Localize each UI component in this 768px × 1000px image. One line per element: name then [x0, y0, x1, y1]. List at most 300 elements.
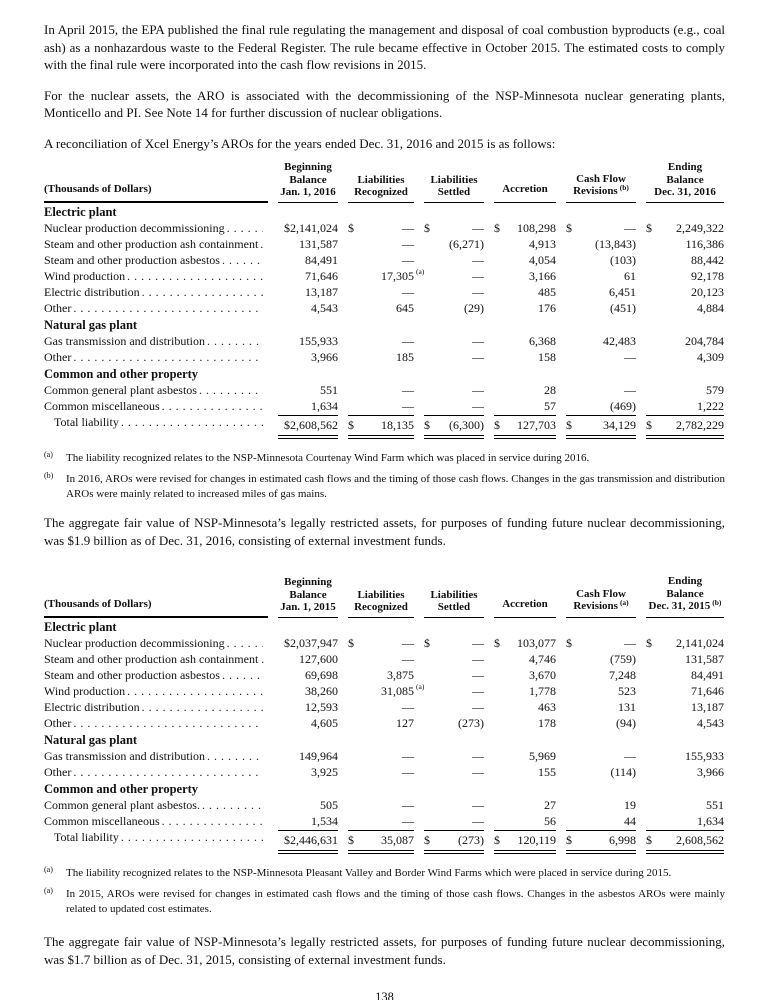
dollar-sign: $ [566, 220, 572, 235]
table-cell [348, 266, 425, 284]
cell-value: — [472, 748, 484, 763]
column-header-line: Liabilities [357, 588, 405, 601]
dollar-sign: $ [494, 417, 500, 432]
cell-value: 2,141,024 [676, 635, 724, 650]
footnote-marker: (b) [619, 183, 629, 192]
table-cell [646, 699, 724, 715]
table-cell [566, 635, 636, 651]
row-label-text: Gas transmission and distribution [44, 748, 205, 763]
row-label-text: Total liability [54, 414, 119, 429]
row-label-text: Steam and other production ash containment [44, 236, 259, 251]
table-row-label [44, 748, 268, 764]
column-header-line: Balance [289, 173, 327, 186]
cell-value: 92,178 [691, 268, 724, 283]
table-cell [566, 252, 636, 268]
column-header-line: Beginning [284, 161, 332, 173]
cell-value: (6,300) [449, 417, 484, 432]
cell-value: 1,778 [529, 683, 556, 698]
dollar-sign: $ [566, 832, 572, 847]
column-header-line: Cash Flow [576, 172, 626, 185]
cell-value: 88,442 [691, 252, 724, 267]
cell-value: (451) [610, 300, 636, 315]
table-cell [348, 252, 414, 268]
table-section-header: Natural gas plant [44, 317, 138, 332]
paragraph-reconciliation-intro: A reconciliation of Xcel Energy’s AROs for the years ended Dec. 31, 2016 and 2015 is as follows: [44, 135, 556, 151]
table-cell [646, 813, 724, 829]
table-cell [424, 715, 484, 731]
cell-value: 523 [618, 683, 636, 698]
cell-value: 149,964 [299, 748, 338, 763]
table-row-label [44, 220, 268, 236]
cell-value: — [402, 252, 414, 267]
dot-leader [260, 236, 263, 252]
page-number: 138 [375, 990, 394, 1000]
table-row-label [44, 699, 268, 715]
dollar-sign: $ [566, 635, 572, 650]
cell-value: 13,187 [305, 284, 338, 299]
cell-value: — [472, 683, 484, 698]
cell-value: — [472, 284, 484, 299]
table-cell [278, 333, 338, 349]
cell-value: 176 [538, 300, 556, 315]
table-cell [424, 683, 484, 699]
cell-value: 155 [538, 764, 556, 779]
row-label-text: Steam and other production asbestos [44, 252, 220, 267]
table-section-header: Common and other property [44, 366, 199, 381]
dollar-sign: $ [424, 832, 430, 847]
column-header-line: Cash Flow [576, 587, 626, 600]
table-cell [646, 635, 724, 651]
column-header [348, 174, 414, 203]
column-header-line: Balance [666, 587, 704, 600]
table-cell [566, 268, 636, 284]
table-cell [646, 268, 724, 284]
dollar-sign: $ [646, 832, 652, 847]
table-cell [566, 830, 636, 854]
table-cell [646, 349, 724, 365]
table-cell [348, 415, 414, 439]
cell-value: — [402, 748, 414, 763]
cell-value: — [402, 220, 414, 235]
table-cell [278, 667, 338, 683]
column-header [424, 174, 484, 203]
table-cell [646, 284, 724, 300]
table-cell [424, 300, 484, 316]
cell-value: 204,784 [685, 333, 724, 348]
cell-value: — [472, 813, 484, 828]
cell-value: (29) [464, 300, 484, 315]
column-header-label: (Thousands of Dollars) [44, 598, 268, 618]
table-cell [646, 236, 724, 252]
table-cell [278, 382, 338, 398]
cell-value: $2,446,631 [284, 832, 338, 847]
dot-leader [73, 349, 263, 365]
cell-value: 42,483 [603, 333, 636, 348]
table-cell [494, 635, 556, 651]
table-cell [424, 667, 484, 683]
cell-value: (273) [458, 832, 484, 847]
table-cell [566, 349, 636, 365]
column-header-line: Jan. 1, 2016 [280, 186, 336, 198]
table-cell [348, 349, 414, 365]
dot-leader [227, 635, 263, 651]
column-header [494, 598, 556, 618]
cell-value: — [472, 398, 484, 413]
table-cell [278, 813, 338, 829]
table-cell [494, 252, 556, 268]
row-label-text: Other [44, 349, 72, 364]
cell-value: — [402, 635, 414, 650]
cell-value: 6,998 [609, 832, 636, 847]
cell-value: 155,933 [299, 333, 338, 348]
table-section-header: Electric plant [44, 204, 117, 219]
table-row-label [44, 764, 268, 780]
cell-value: 31,085 (a) [381, 683, 414, 699]
cell-value: — [402, 797, 414, 812]
table-cell [348, 764, 414, 780]
cell-value: (94) [616, 715, 636, 730]
table-cell [646, 220, 724, 236]
cell-value: 158 [538, 349, 556, 364]
column-header-line: Jan. 1, 2015 [280, 601, 336, 613]
footnote-text: In 2015, AROs were revised for changes in estimated cash flows and the timing of those cash flows. Changes in the asbestos AROs were mainly related to updated cost estimates. [66, 888, 725, 915]
table-cell [348, 300, 414, 316]
cell-value: 127,703 [517, 417, 556, 432]
table-cell [494, 797, 556, 813]
cell-value: 4,309 [697, 349, 724, 364]
cell-value: 84,491 [691, 667, 724, 682]
dot-leader [121, 414, 263, 430]
table-cell [646, 830, 724, 854]
column-header-line: Dec. 31, 2015 $^{(b)}$ [648, 598, 722, 612]
column-header-line: Liabilities [430, 173, 478, 186]
dollar-sign: $ [348, 417, 354, 432]
table-cell [494, 268, 556, 284]
cell-value: 505 [320, 797, 338, 812]
cell-value: 69,698 [305, 667, 338, 682]
cell-value: 13,187 [691, 699, 724, 714]
dollar-sign: $ [646, 417, 652, 432]
row-label-text: Electric distribution [44, 699, 140, 714]
cell-value: 1,634 [697, 813, 724, 828]
cell-value: 61 [624, 268, 636, 283]
table-cell [566, 683, 636, 699]
table-cell [424, 284, 484, 300]
cell-value: 185 [396, 349, 414, 364]
footnote-marker: (a) [44, 449, 53, 459]
column-header [646, 161, 724, 203]
table-cell [494, 830, 556, 854]
cell-value: 38,260 [305, 683, 338, 698]
table-cell [278, 252, 338, 268]
table-row-label [44, 284, 268, 300]
cell-value: 131 [618, 699, 636, 714]
table-cell [278, 764, 338, 780]
column-header-line: Balance [666, 173, 704, 186]
cell-value: 35,087 [381, 832, 414, 847]
cell-value: 27 [544, 797, 556, 812]
column-header-line: Balance [289, 588, 327, 601]
cell-value: 4,884 [697, 300, 724, 315]
table-cell [278, 236, 338, 252]
cell-value: — [472, 220, 484, 235]
row-label-text: Gas transmission and distribution [44, 333, 205, 348]
cell-value: (114) [610, 764, 636, 779]
cell-value: 3,670 [529, 667, 556, 682]
cell-value: — [472, 268, 484, 283]
table-cell [494, 699, 556, 715]
table-row-label [44, 349, 268, 365]
table-cell [348, 236, 414, 252]
cell-value: — [402, 236, 414, 251]
dollar-sign: $ [494, 832, 500, 847]
aro-table-2016-footnotes [44, 451, 725, 502]
row-label-text: Common general plant asbestos. [44, 797, 200, 812]
dollar-sign: $ [494, 635, 500, 650]
table-cell [278, 715, 338, 731]
table-cell [566, 236, 636, 252]
cell-value: 17,305 (a) [381, 268, 414, 284]
dot-leader [162, 813, 263, 829]
aro-table-2015-section [44, 575, 725, 916]
dollar-sign: $ [646, 220, 652, 235]
cell-value: 485 [538, 284, 556, 299]
cell-value: 1,634 [311, 398, 338, 413]
cell-value: 108,298 [517, 220, 556, 235]
table-row-label [44, 300, 268, 316]
dollar-sign: $ [566, 417, 572, 432]
dot-leader [73, 715, 263, 731]
column-header [646, 575, 724, 618]
cell-value: 34,129 [603, 417, 636, 432]
column-header-line: Ending [667, 575, 703, 587]
column-header [566, 173, 636, 203]
table-cell [494, 748, 556, 764]
dot-leader [127, 268, 263, 284]
paragraph-fair-value-2016: The aggregate fair value of NSP-Minnesota’s legally restricted assets, for purposes of funding future nuclear decommissioning, was $1.9 billion as of Dec. 31, 2016, consisting of external investment funds. [44, 515, 725, 548]
row-label-text: Nuclear production decommissioning [44, 220, 225, 235]
table-cell [348, 333, 414, 349]
table-cell [494, 300, 556, 316]
footnote-marker: (a) [44, 864, 53, 874]
dollar-sign: $ [424, 635, 430, 650]
table-cell [278, 748, 338, 764]
aro-table-2016 [44, 161, 725, 439]
footnote-text: The liability recognized relates to the NSP-Minnesota Courtenay Wind Farm which was placed in service during 2016. [66, 451, 590, 464]
cell-value: — [472, 333, 484, 348]
table-cell [278, 268, 338, 284]
cell-value: 127 [396, 715, 414, 730]
table-cell [646, 300, 724, 316]
cell-value: — [624, 748, 636, 763]
row-label-text: Steam and other production asbestos [44, 667, 220, 682]
cell-value: 28 [544, 382, 556, 397]
cell-value: 5,969 [529, 748, 556, 763]
row-label-text: Other [44, 715, 72, 730]
table-row-label [44, 813, 268, 829]
table-cell [424, 349, 484, 365]
table-cell [278, 699, 338, 715]
cell-value: — [402, 764, 414, 779]
table-cell [646, 382, 724, 398]
cell-value: 1,222 [697, 398, 724, 413]
table-cell [494, 651, 556, 667]
table-cell [566, 651, 636, 667]
column-header-label: (Thousands of Dollars) [44, 183, 268, 203]
row-label-text: Other [44, 300, 72, 315]
table-cell [646, 683, 724, 699]
table-row-label [44, 236, 268, 252]
dot-leader [162, 398, 263, 414]
cell-value: — [402, 284, 414, 299]
table-cell [494, 813, 556, 829]
cell-value: (273) [458, 715, 484, 730]
table-row-label [44, 268, 268, 284]
row-label-text: Common miscellaneous [44, 813, 160, 828]
cell-value: 71,646 [691, 683, 724, 698]
cell-value: (103) [610, 252, 636, 267]
cell-value: 4,913 [529, 236, 556, 251]
cell-value: 4,605 [311, 715, 338, 730]
table-cell [348, 651, 414, 667]
table-cell [424, 764, 484, 780]
cell-value: 6,451 [609, 284, 636, 299]
column-header-line: Settled [437, 186, 471, 198]
footnote-marker: (b) [44, 471, 54, 480]
table-cell [494, 284, 556, 300]
table-cell [646, 748, 724, 764]
table-cell [646, 398, 724, 414]
table-cell [278, 300, 338, 316]
cell-value: 44 [624, 813, 636, 828]
cell-value: — [472, 667, 484, 682]
table-cell [566, 382, 636, 398]
row-label-text: Electric distribution [44, 284, 140, 299]
table-cell [348, 748, 414, 764]
dot-leader [142, 284, 263, 300]
dot-leader [222, 667, 263, 683]
dollar-sign: $ [646, 635, 652, 650]
paragraph-fair-value-2015: The aggregate fair value of NSP-Minnesota’s legally restricted assets, for purposes of funding future nuclear decommissioning, was $1.7 billion as of Dec. 31, 2015, consisting of external investment funds. [44, 934, 725, 967]
column-header-line: Accretion [502, 182, 548, 195]
table-total-label [44, 414, 268, 439]
table-cell [424, 797, 484, 813]
table-row-label [44, 667, 268, 683]
table-cell [424, 382, 484, 398]
cell-value: 56 [544, 813, 556, 828]
cell-value: (6,271) [449, 236, 484, 251]
footnote-marker: (b) [712, 598, 722, 607]
table-cell [348, 220, 414, 236]
dot-leader [207, 333, 263, 349]
cell-value: 551 [706, 797, 724, 812]
cell-value: 3,875 [387, 667, 414, 682]
table-row-label [44, 333, 268, 349]
dot-leader [222, 252, 263, 268]
aro-table-2016-section [44, 161, 725, 501]
table-cell [348, 667, 414, 683]
table-cell [278, 830, 338, 854]
cell-value: (759) [610, 651, 636, 666]
table-cell [566, 300, 636, 316]
table-cell [566, 333, 636, 349]
footnote-marker: (a) [619, 598, 629, 607]
table-cell [494, 715, 556, 731]
dollar-sign: $ [424, 417, 430, 432]
table-cell [278, 651, 338, 667]
cell-value: 3,966 [697, 764, 724, 779]
dot-leader [142, 699, 263, 715]
table-section-header: Natural gas plant [44, 732, 138, 747]
cell-value: — [402, 813, 414, 828]
table-cell [566, 813, 636, 829]
table-cell [566, 398, 636, 414]
row-label-text: Wind production [44, 268, 126, 283]
table-cell [278, 284, 338, 300]
cell-value: 6,368 [529, 333, 556, 348]
cell-value: 71,646 [305, 268, 338, 283]
row-label-text: Total liability [54, 829, 119, 844]
cell-value: 12,593 [305, 699, 338, 714]
table-cell [278, 797, 338, 813]
cell-value: 3,925 [311, 764, 338, 779]
column-header-line: Beginning [284, 576, 332, 588]
paragraph-nuclear-aro: For the nuclear assets, the ARO is associated with the decommissioning of the NSP-Minnesota nuclear generating plants, Monticello and PI. See Note 14 for further discussion of nuclear obligations. [44, 87, 725, 120]
table-cell [646, 415, 724, 439]
row-label-text: Common general plant asbestos [44, 382, 197, 397]
table-cell [424, 813, 484, 829]
table-cell [278, 349, 338, 365]
column-header-line: Accretion [502, 597, 548, 610]
table-cell [348, 715, 414, 731]
cell-value: 131,587 [685, 651, 724, 666]
column-header-line: Liabilities [430, 588, 478, 601]
column-header [278, 576, 338, 618]
cell-value: — [402, 398, 414, 413]
aro-table-2015 [44, 575, 725, 854]
row-label-text: Common miscellaneous [44, 398, 160, 413]
cell-value: — [472, 635, 484, 650]
cell-value: 120,119 [517, 832, 556, 847]
table-row-label [44, 683, 268, 699]
cell-value: 645 [396, 300, 414, 315]
table-cell [424, 415, 484, 439]
cell-value: — [472, 699, 484, 714]
dot-leader [202, 797, 263, 813]
table-cell [646, 715, 724, 731]
column-header [566, 588, 636, 618]
table-cell [494, 683, 556, 699]
table-cell [278, 683, 338, 699]
table-row-label [44, 398, 268, 414]
cell-value: — [472, 764, 484, 779]
table-cell [646, 764, 724, 780]
cell-value: 2,608,562 [676, 832, 724, 847]
row-label-text: Other [44, 764, 72, 779]
cell-value: 463 [538, 699, 556, 714]
footnote-text: The liability recognized relates to the NSP-Minnesota Pleasant Valley and Border Wind Farms which were placed in service during 2015. [66, 866, 672, 879]
footnote-marker: (a) [44, 886, 53, 895]
table-cell [424, 220, 484, 236]
table-row-label [44, 651, 268, 667]
footnote-text: In 2016, AROs were revised for changes in estimated cash flows and the timing of those cash flows. Changes in the gas transmission and distribution AROs were mainly related to increased miles of gas mains. [66, 473, 725, 500]
cell-value: — [624, 220, 636, 235]
table-cell [494, 764, 556, 780]
table-cell [278, 415, 338, 439]
footnote [44, 887, 725, 916]
table-cell [424, 635, 484, 651]
table-cell [278, 398, 338, 414]
